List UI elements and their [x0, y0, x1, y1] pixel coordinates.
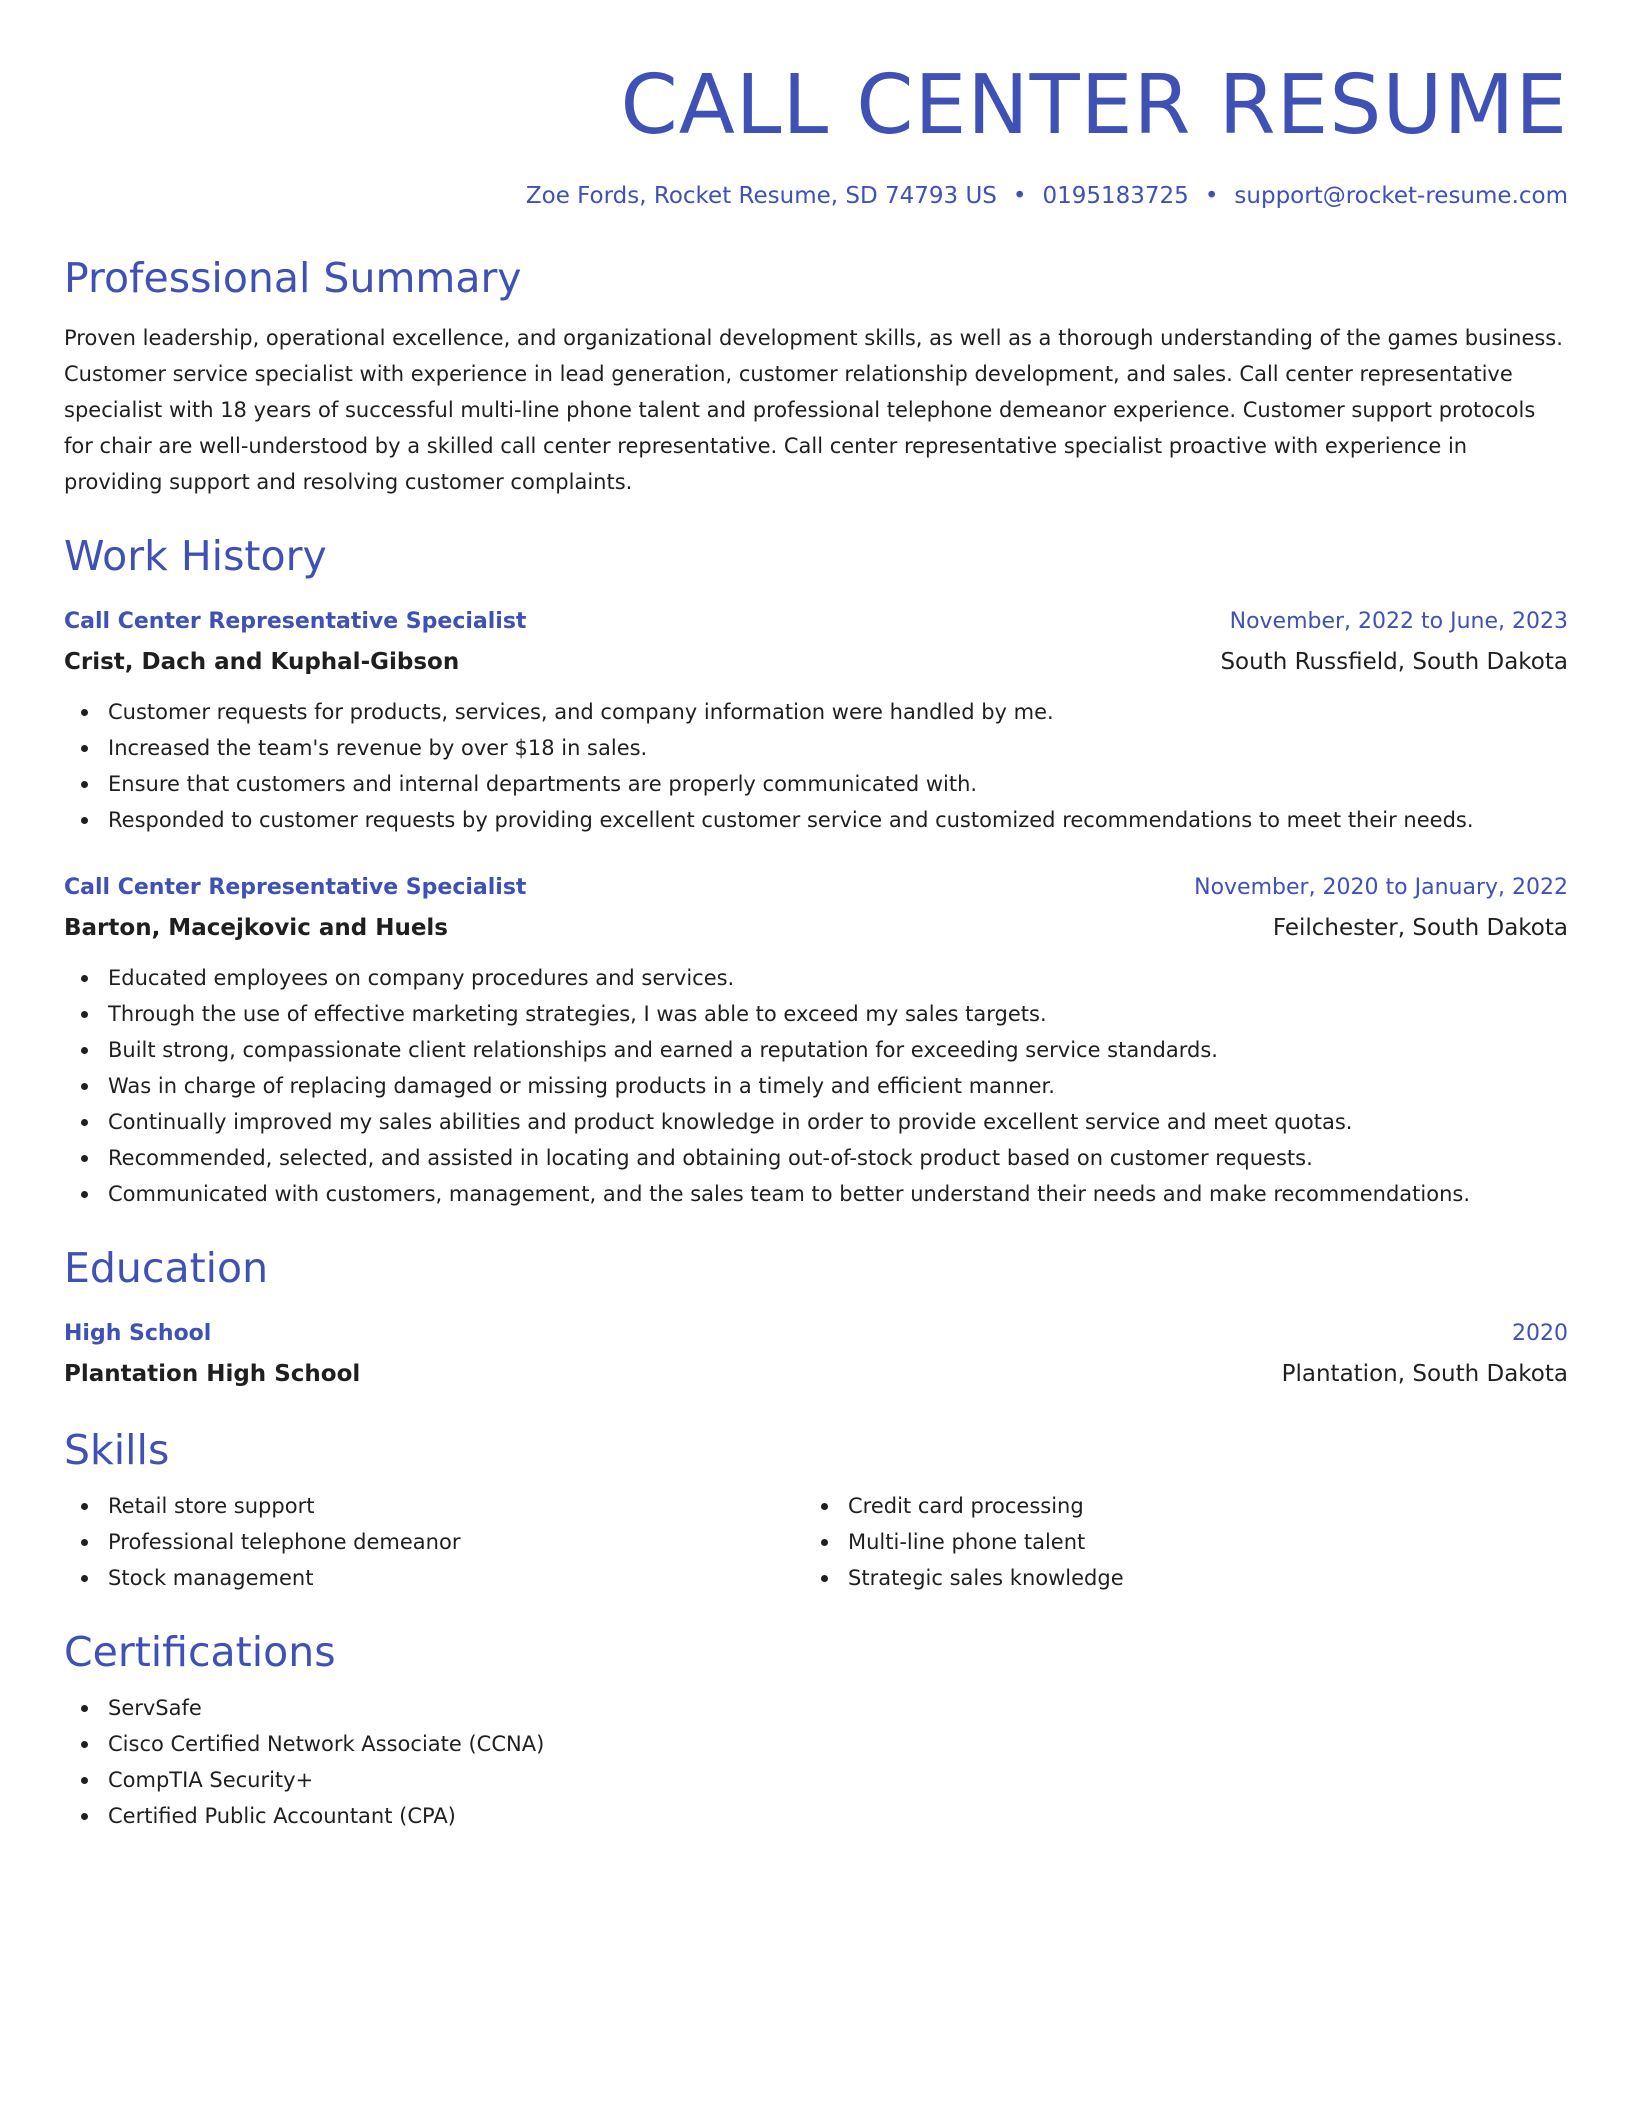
summary-section — [64, 252, 1568, 500]
job-bullet: Continually improved my sales abilities and product knowledge in order to provide excellent service and meet quotas. — [64, 1104, 1568, 1140]
resume-header — [64, 56, 1568, 212]
resume-title: CALL CENTER RESUME — [620, 58, 1568, 153]
skills-section — [64, 1424, 1568, 1596]
certifications-section — [64, 1626, 1568, 1834]
job-bullet: Responded to customer requests by providing excellent customer service and customized recommendations to meet their needs. — [64, 802, 1568, 838]
job-bullet: Educated employees on company procedures and services. — [64, 960, 1568, 996]
skill-item: Professional telephone demeanor — [64, 1524, 804, 1560]
section-title-skills: Skills — [64, 1426, 170, 1474]
section-title-summary: Professional Summary — [64, 254, 522, 302]
job-header-row — [64, 602, 1568, 642]
skill-item: Stock management — [64, 1560, 804, 1596]
contact-line — [64, 180, 1568, 212]
contact-separator: • — [1012, 183, 1027, 209]
education-location: Plantation, South Dakota — [1281, 1361, 1568, 1387]
job-bullets — [64, 694, 1568, 838]
section-title-education: Education — [64, 1244, 269, 1292]
education-school: Plantation High School — [64, 1361, 361, 1387]
education-degree: High School — [64, 1321, 212, 1346]
job-dates: November, 2022 to June, 2023 — [1229, 609, 1568, 634]
job-company: Crist, Dach and Kuphal-Gibson — [64, 649, 460, 675]
job-dates: November, 2020 to January, 2022 — [1194, 875, 1568, 900]
job-bullet: Communicated with customers, management, and the sales team to better understand their needs and make recommendations. — [64, 1176, 1568, 1212]
contact-phone: 0195183725 — [1042, 183, 1189, 209]
education-entry — [64, 1314, 1568, 1394]
job-company-row — [64, 642, 1568, 682]
job-bullet: Built strong, compassionate client relationships and earned a reputation for exceeding service standards. — [64, 1032, 1568, 1068]
job-role: Call Center Representative Specialist — [64, 875, 527, 900]
job-bullet: Through the use of effective marketing strategies, I was able to exceed my sales targets. — [64, 996, 1568, 1032]
summary-line: Proven leadership, operational excellence, and organizational development skills, as well as a thorough understanding of the games business. — [64, 326, 1563, 350]
contact-address: Zoe Fords, Rocket Resume, SD 74793 US — [525, 183, 997, 209]
education-header-row — [64, 1314, 1568, 1354]
summary-text — [64, 320, 1568, 500]
certification-item: Cisco Certified Network Associate (CCNA) — [64, 1726, 1568, 1762]
skills-column-left — [64, 1488, 804, 1596]
skills-column-right — [804, 1488, 1544, 1596]
summary-line: providing support and resolving customer complaints. — [64, 470, 633, 494]
job-bullet: Ensure that customers and internal departments are properly communicated with. — [64, 766, 1568, 802]
skill-item: Retail store support — [64, 1488, 804, 1524]
job-entry — [64, 868, 1568, 1212]
contact-email: support@rocket-resume.com — [1234, 183, 1568, 209]
education-section — [64, 1242, 1568, 1394]
job-company-row — [64, 908, 1568, 948]
contact-separator: • — [1204, 183, 1219, 209]
summary-line: Customer service specialist with experience in lead generation, customer relationship development, and sales. Call center representative — [64, 362, 1513, 386]
certification-item: ServSafe — [64, 1690, 1568, 1726]
job-role: Call Center Representative Specialist — [64, 609, 527, 634]
job-bullet: Increased the team's revenue by over $18 in sales. — [64, 730, 1568, 766]
job-bullet: Was in charge of replacing damaged or missing products in a timely and efficient manner. — [64, 1068, 1568, 1104]
certifications-list — [64, 1690, 1568, 1834]
education-school-row — [64, 1354, 1568, 1394]
job-bullet: Customer requests for products, services, and company information were handled by me. — [64, 694, 1568, 730]
certification-item: Certified Public Accountant (CPA) — [64, 1798, 1568, 1834]
education-year: 2020 — [1512, 1321, 1568, 1346]
section-title-work: Work History — [64, 532, 327, 580]
job-company: Barton, Macejkovic and Huels — [64, 915, 448, 941]
skill-item: Multi-line phone talent — [804, 1524, 1544, 1560]
job-entry — [64, 602, 1568, 838]
job-bullets — [64, 960, 1568, 1212]
job-header-row — [64, 868, 1568, 908]
summary-line: for chair are well-understood by a skilled call center representative. Call center representative specialist proactive with experience in — [64, 434, 1468, 458]
summary-line: specialist with 18 years of successful multi-line phone talent and professional telephone demeanor experience. Customer support protocols — [64, 398, 1536, 422]
job-location: Feilchester, South Dakota — [1272, 915, 1568, 941]
skill-item: Credit card processing — [804, 1488, 1544, 1524]
job-bullet: Recommended, selected, and assisted in locating and obtaining out-of-stock product based on customer requests. — [64, 1140, 1568, 1176]
skills-grid — [64, 1488, 1568, 1596]
section-title-certifications: Certifications — [64, 1628, 336, 1676]
certification-item: CompTIA Security+ — [64, 1762, 1568, 1798]
skill-item: Strategic sales knowledge — [804, 1560, 1544, 1596]
work-history-section — [64, 530, 1568, 1212]
job-location: South Russfield, South Dakota — [1220, 649, 1568, 675]
